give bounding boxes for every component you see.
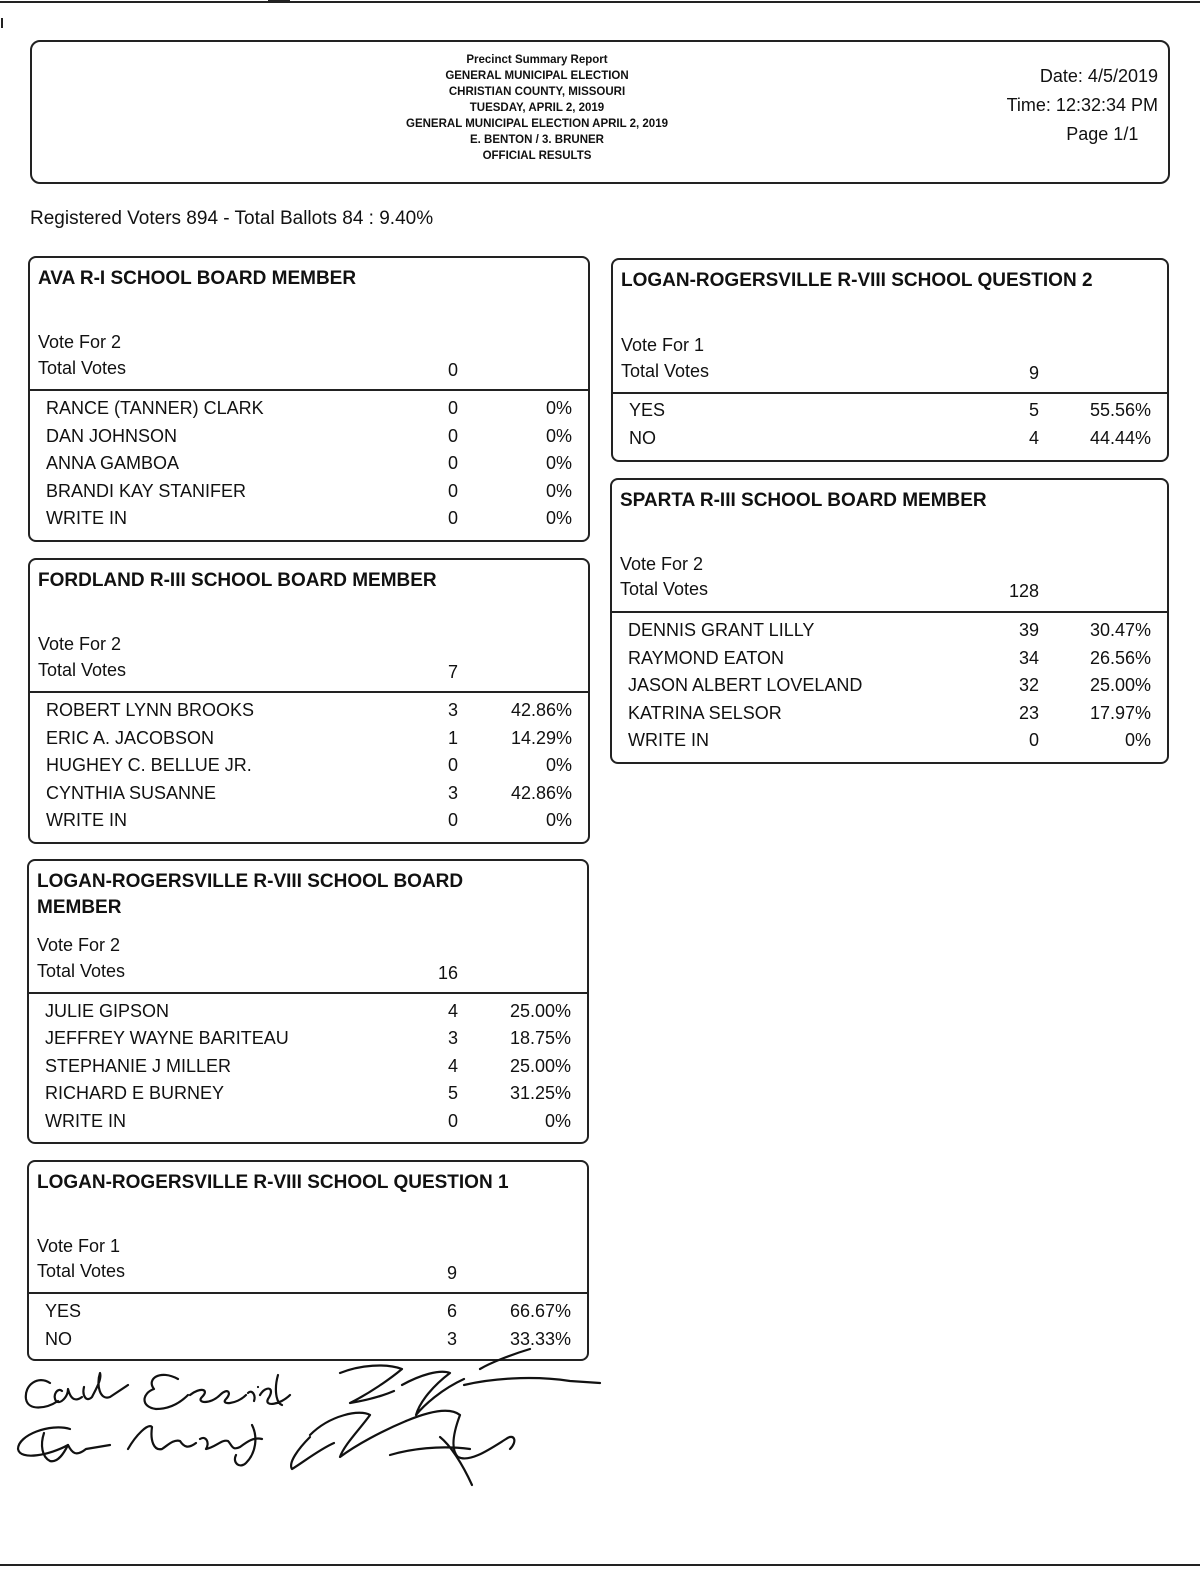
report-type: Precinct Summary Report	[466, 54, 608, 66]
candidate-percent: 0%	[544, 1111, 571, 1131]
contest-divider	[30, 691, 588, 693]
candidate-row	[613, 400, 1167, 428]
total-votes-value: 9	[1028, 363, 1039, 383]
total-votes-value: 128	[1008, 581, 1039, 601]
candidate-votes: 32	[1018, 675, 1039, 695]
vote-for: Vote For 2	[38, 634, 122, 654]
contest-logan-rogersville-question-2	[611, 258, 1169, 462]
candidate-row	[30, 783, 588, 811]
candidate-name: JEFFREY WAYNE BARITEAU	[45, 1028, 289, 1048]
candidate-name: YES	[629, 400, 666, 420]
election-full-name: GENERAL MUNICIPAL ELECTION APRIL 2, 2019	[406, 118, 668, 130]
candidate-percent: 42.86%	[510, 700, 572, 720]
contest-ava-school-board	[28, 256, 590, 542]
candidate-name: JASON ALBERT LOVELAND	[628, 675, 863, 695]
vote-for: Vote For 2	[620, 554, 704, 574]
candidate-percent: 0%	[545, 810, 572, 830]
contest-title: LOGAN-ROGERSVILLE R-VIII SCHOOL QUESTION 1	[37, 1172, 509, 1193]
candidate-row	[30, 700, 588, 728]
candidate-name: ERIC A. JACOBSON	[46, 728, 215, 748]
contest-title: SPARTA R-III SCHOOL BOARD MEMBER	[620, 490, 987, 511]
candidate-percent: 0%	[545, 755, 572, 775]
candidate-row	[30, 755, 588, 783]
candidate-votes: 0	[447, 453, 458, 473]
candidate-percent: 30.47%	[1089, 620, 1151, 640]
candidate-percent: 0%	[545, 453, 572, 473]
signature-stroke	[464, 1349, 600, 1385]
candidate-name: BRANDI KAY STANIFER	[46, 481, 247, 501]
candidate-name: RAYMOND EATON	[628, 648, 785, 668]
signatures	[10, 1345, 610, 1505]
total-votes-value: 0	[447, 360, 458, 380]
signature-stroke	[248, 1387, 258, 1401]
candidate-percent: 42.86%	[510, 783, 572, 803]
vote-for: Vote For 1	[37, 1236, 121, 1256]
contest-logan-rogersville-question-1	[27, 1160, 589, 1361]
candidate-percent: 14.29%	[510, 728, 572, 748]
contest-sparta-school-board	[610, 478, 1169, 764]
total-votes-value: 7	[447, 662, 458, 682]
candidate-percent: 31.25%	[509, 1083, 571, 1103]
total-votes-label: Total Votes	[37, 1261, 126, 1281]
bottom-edge-line	[0, 1564, 1200, 1566]
candidate-votes: 5	[1028, 400, 1039, 420]
candidate-votes: 4	[447, 1001, 458, 1021]
contest-divider	[30, 389, 588, 391]
candidate-percent: 17.97%	[1089, 703, 1151, 723]
candidate-votes: 34	[1018, 648, 1039, 668]
candidate-row	[29, 1056, 587, 1084]
total-votes-value: 9	[446, 1263, 457, 1283]
contest-divider	[29, 1292, 587, 1294]
candidate-votes: 3	[447, 783, 458, 803]
candidate-row	[612, 620, 1167, 648]
candidate-votes: 4	[447, 1056, 458, 1076]
signature-stroke	[402, 1372, 464, 1415]
report-header-lines	[332, 52, 742, 164]
candidate-name: DENNIS GRANT LILLY	[628, 620, 815, 640]
candidate-votes: 1	[447, 728, 458, 748]
candidate-row	[612, 648, 1167, 676]
candidate-votes: 6	[446, 1301, 457, 1321]
report-date: Date: 4/5/2019	[1039, 66, 1158, 86]
signature-stroke	[42, 1433, 110, 1461]
contest-title-line: MEMBER	[37, 897, 122, 918]
page-number: Page 1/1	[1066, 124, 1139, 144]
top-edge-line	[0, 1, 1200, 3]
candidate-name: DAN JOHNSON	[46, 426, 178, 446]
candidate-percent: 66.67%	[509, 1301, 571, 1321]
candidate-percent: 0%	[545, 426, 572, 446]
candidate-name: STEPHANIE J MILLER	[45, 1056, 232, 1076]
candidate-votes: 3	[447, 700, 458, 720]
report-header	[30, 40, 1170, 184]
candidate-name: CYNTHIA SUSANNE	[46, 783, 217, 803]
candidate-row	[613, 428, 1167, 456]
candidate-votes: 0	[447, 481, 458, 501]
candidate-votes: 3	[446, 1329, 457, 1349]
total-votes-value: 16	[437, 963, 458, 983]
candidate-percent: 0%	[545, 508, 572, 528]
results-status: OFFICIAL RESULTS	[482, 150, 592, 162]
signature-stroke	[200, 1438, 262, 1449]
candidate-row	[30, 426, 588, 454]
candidate-votes: 4	[1028, 428, 1039, 448]
report-time: Time: 12:32:34 PM	[1006, 95, 1158, 115]
contest-title: FORDLAND R-III SCHOOL BOARD MEMBER	[38, 570, 437, 591]
candidate-name: NO	[629, 428, 656, 448]
candidate-percent: 0%	[545, 481, 572, 501]
candidate-votes: 0	[447, 426, 458, 446]
candidate-percent: 26.56%	[1089, 648, 1151, 668]
total-votes-label: Total Votes	[37, 961, 126, 981]
candidate-votes: 0	[447, 398, 458, 418]
signature-stroke	[26, 1380, 58, 1407]
signature-stroke	[235, 1425, 255, 1465]
county-name: CHRISTIAN COUNTY, MISSOURI	[448, 86, 626, 98]
report-meta	[1007, 62, 1158, 149]
signature-stroke	[128, 1426, 196, 1449]
signature-stroke	[310, 1413, 406, 1457]
candidate-votes: 0	[447, 755, 458, 775]
signature-stroke	[390, 1437, 472, 1485]
total-votes-label: Total Votes	[38, 660, 127, 680]
precinct-name: E. BENTON / 3. BRUNER	[470, 134, 604, 146]
signature-stroke	[291, 1437, 334, 1469]
candidate-name: ROBERT LYNN BROOKS	[46, 700, 255, 720]
candidate-votes: 39	[1018, 620, 1039, 640]
candidate-name: ANNA GAMBOA	[46, 453, 180, 473]
turnout-summary: Registered Voters 894 - Total Ballots 84 : 9.40%	[30, 208, 434, 229]
contest-divider	[29, 992, 587, 994]
contest-title: AVA R-I SCHOOL BOARD MEMBER	[38, 268, 357, 289]
candidate-percent: 25.00%	[1089, 675, 1151, 695]
candidate-row	[29, 1301, 587, 1329]
contest-title: LOGAN-ROGERSVILLE R-VIII SCHOOL QUESTION 2	[621, 270, 1093, 291]
vote-for: Vote For 2	[37, 935, 121, 955]
candidate-name: WRITE IN	[46, 810, 127, 830]
candidate-name: RANCE (TANNER) CLARK	[46, 398, 264, 418]
total-votes-label: Total Votes	[620, 579, 709, 599]
candidate-votes: 0	[447, 1111, 458, 1131]
vote-for: Vote For 2	[38, 332, 122, 352]
candidate-row	[29, 1001, 587, 1029]
candidate-percent: 55.56%	[1089, 400, 1151, 420]
election-date: TUESDAY, APRIL 2, 2019	[469, 102, 605, 114]
candidate-name: RICHARD E BURNEY	[45, 1083, 225, 1103]
candidate-name: KATRINA SELSOR	[628, 703, 782, 723]
signature-stroke	[83, 1373, 128, 1399]
contest-divider	[613, 392, 1167, 394]
candidate-percent: 0%	[1124, 730, 1151, 750]
contest-title	[37, 869, 577, 921]
candidate-percent: 44.44%	[1089, 428, 1151, 448]
signature-stroke	[55, 1389, 82, 1402]
candidate-row	[29, 1028, 587, 1056]
candidate-percent: 0%	[545, 398, 572, 418]
candidate-row	[30, 453, 588, 481]
total-votes-label: Total Votes	[38, 358, 127, 378]
candidate-percent: 25.00%	[509, 1056, 571, 1076]
candidate-row	[612, 703, 1167, 731]
signature-stroke	[260, 1375, 290, 1405]
candidate-votes: 0	[447, 810, 458, 830]
contest-fordland-school-board	[28, 558, 590, 844]
candidate-name: YES	[45, 1301, 82, 1321]
candidate-percent: 18.75%	[509, 1028, 571, 1048]
candidate-percent: 25.00%	[509, 1001, 571, 1021]
contest-logan-rogersville-school-board	[27, 859, 589, 1144]
candidate-name: WRITE IN	[45, 1111, 126, 1131]
signature-stroke	[145, 1375, 189, 1409]
candidate-votes: 5	[447, 1083, 458, 1103]
candidate-votes: 23	[1018, 703, 1039, 723]
top-edge-tick	[268, 0, 290, 3]
election-name: GENERAL MUNICIPAL ELECTION	[445, 70, 629, 82]
candidate-row	[30, 810, 588, 838]
candidate-percent: 33.33%	[509, 1329, 571, 1349]
candidate-row	[612, 730, 1167, 758]
signature-stroke	[406, 1411, 514, 1459]
candidate-row	[612, 675, 1167, 703]
candidate-votes: 0	[1028, 730, 1039, 750]
signature-stroke	[18, 1427, 70, 1455]
candidate-votes: 0	[447, 508, 458, 528]
candidate-name: WRITE IN	[628, 730, 709, 750]
left-edge-mark	[1, 18, 3, 28]
contest-divider	[612, 611, 1167, 613]
candidate-row	[29, 1111, 587, 1139]
signature-stroke	[190, 1390, 246, 1403]
candidate-name: WRITE IN	[46, 508, 127, 528]
vote-for: Vote For 1	[621, 335, 705, 355]
candidate-row	[30, 481, 588, 509]
candidate-row	[30, 398, 588, 426]
candidate-votes: 3	[447, 1028, 458, 1048]
candidate-name: JULIE GIPSON	[45, 1001, 170, 1021]
contest-title-line: LOGAN-ROGERSVILLE R-VIII SCHOOL BOARD	[37, 871, 464, 892]
total-votes-label: Total Votes	[621, 361, 710, 381]
candidate-name: NO	[45, 1329, 72, 1349]
candidate-row	[29, 1083, 587, 1111]
candidate-row	[30, 728, 588, 756]
candidate-row	[30, 508, 588, 536]
signature-stroke	[340, 1366, 402, 1403]
candidate-name: HUGHEY C. BELLUE JR.	[46, 755, 252, 775]
